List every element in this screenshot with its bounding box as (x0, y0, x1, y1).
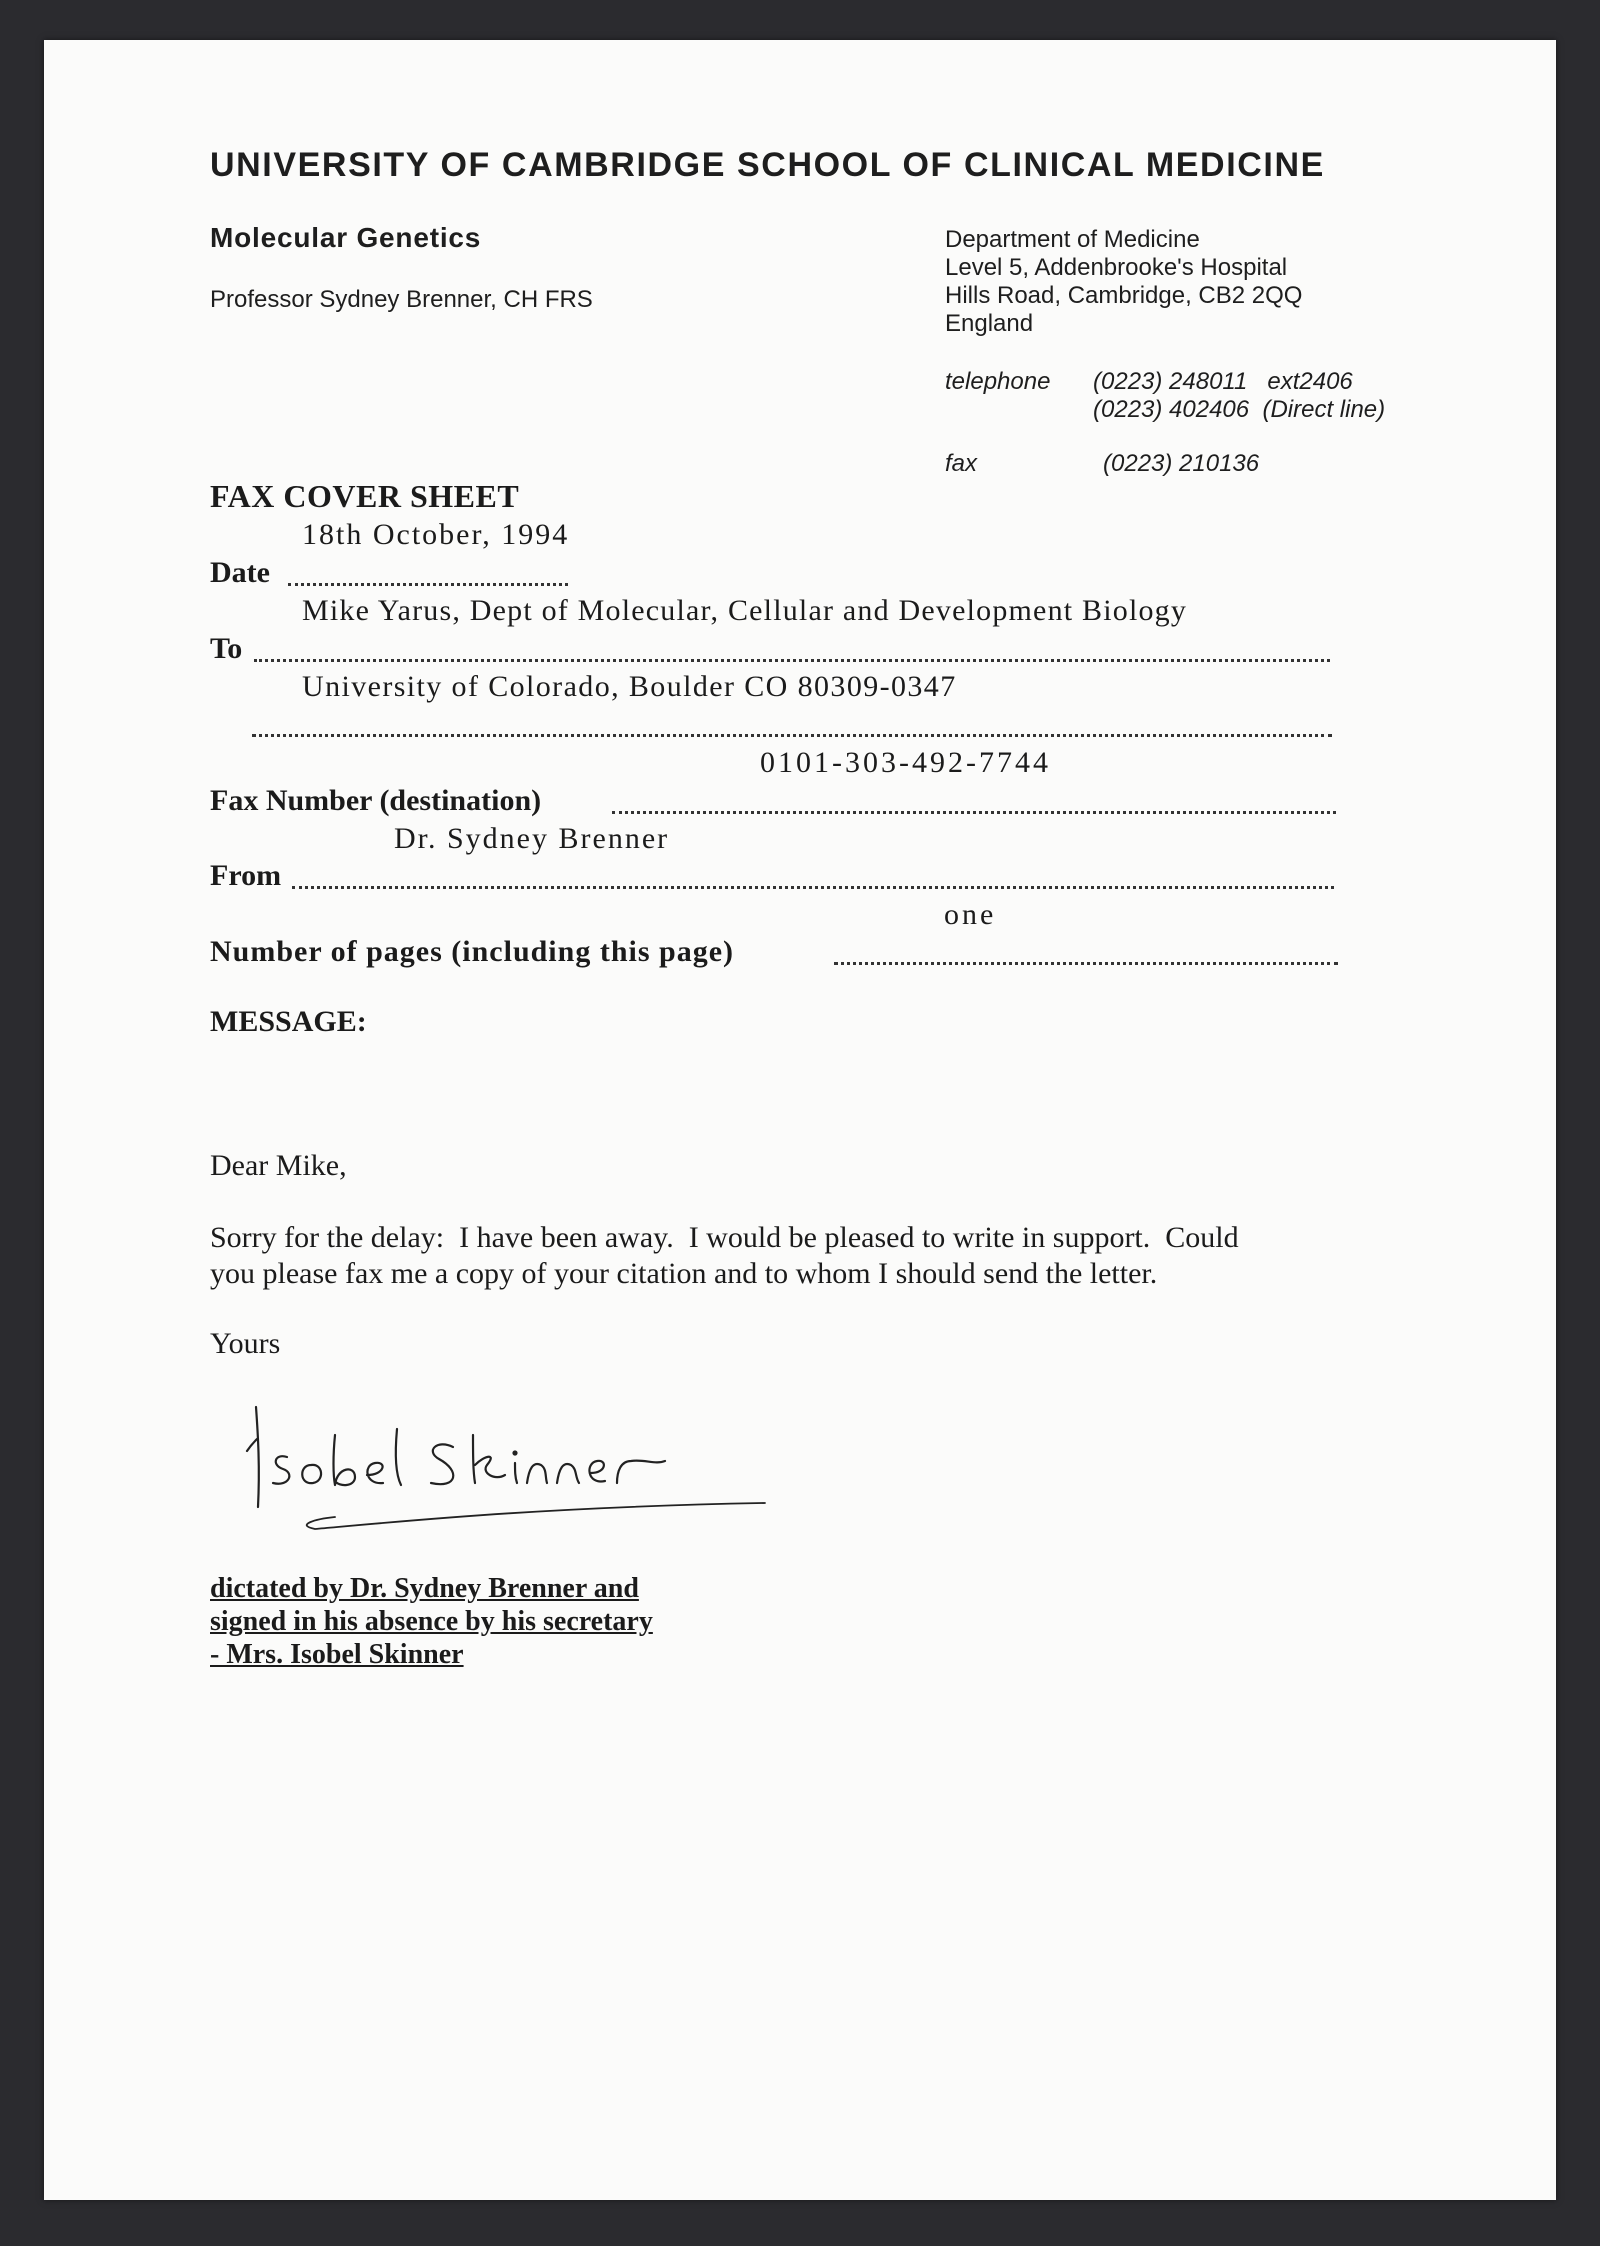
fax-number-label: Fax Number (destination) (210, 784, 542, 817)
form-title: FAX COVER SHEET (210, 478, 520, 514)
to-dotted-line (254, 659, 1330, 662)
from-value: Dr. Sydney Brenner (394, 822, 670, 855)
telephone-numbers (1093, 368, 1385, 424)
handwritten-signature (225, 1395, 785, 1555)
to-label: To (210, 632, 243, 665)
pages-dotted-line (834, 962, 1338, 965)
address-line: Department of Medicine (945, 226, 1200, 253)
dictation-line: - Mrs. Isobel Skinner (210, 1639, 464, 1670)
fax-label: fax (945, 450, 978, 477)
address-line: England (945, 310, 1034, 337)
fax-cover-sheet-page (44, 40, 1556, 2200)
fax-number: (0223) 210136 (1103, 450, 1260, 477)
to-value-line1: Mike Yarus, Dept of Molecular, Cellular and Development Biology (302, 594, 1188, 627)
dictation-note (210, 1572, 653, 1671)
date-label: Date (210, 556, 270, 589)
division-name: Molecular Genetics (210, 222, 482, 253)
message-label: MESSAGE: (210, 1005, 367, 1038)
pages-label: Number of pages (including this page) (210, 935, 735, 968)
telephone-number: (0223) 248011 ext2406 (1093, 368, 1353, 395)
professor-name: Professor Sydney Brenner, CH FRS (210, 286, 593, 313)
pages-value: one (944, 898, 997, 931)
date-dotted-line (288, 583, 568, 586)
message-body-line-1: Sorry for the delay: I have been away. I would be pleased to write in support. Could (210, 1221, 1239, 1254)
dictation-line: signed in his absence by his secretary (210, 1606, 653, 1637)
telephone-number: (0223) 402406 (Direct line) (1093, 396, 1386, 423)
to-value-line2: University of Colorado, Boulder CO 80309-0347 (302, 670, 957, 703)
address-line: Hills Road, Cambridge, CB2 2QQ (945, 282, 1303, 309)
dictation-line: dictated by Dr. Sydney Brenner and (210, 1573, 639, 1604)
telephone-label: telephone (945, 368, 1051, 395)
institution-heading: UNIVERSITY OF CAMBRIDGE SCHOOL OF CLINICAL MEDICINE (210, 146, 1325, 184)
to-dotted-line-2 (252, 734, 1332, 737)
from-dotted-line (292, 886, 1334, 889)
closing: Yours (210, 1327, 281, 1360)
from-label: From (210, 859, 282, 892)
fax-number-value: 0101-303-492-7744 (760, 746, 1051, 779)
salutation: Dear Mike, (210, 1149, 347, 1182)
address-line: Level 5, Addenbrooke's Hospital (945, 254, 1288, 281)
fax-number-dotted-line (612, 811, 1336, 814)
message-body-line-2: you please fax me a copy of your citation and to whom I should send the letter. (210, 1257, 1158, 1290)
date-value: 18th October, 1994 (302, 518, 570, 551)
address-block (945, 226, 1302, 338)
